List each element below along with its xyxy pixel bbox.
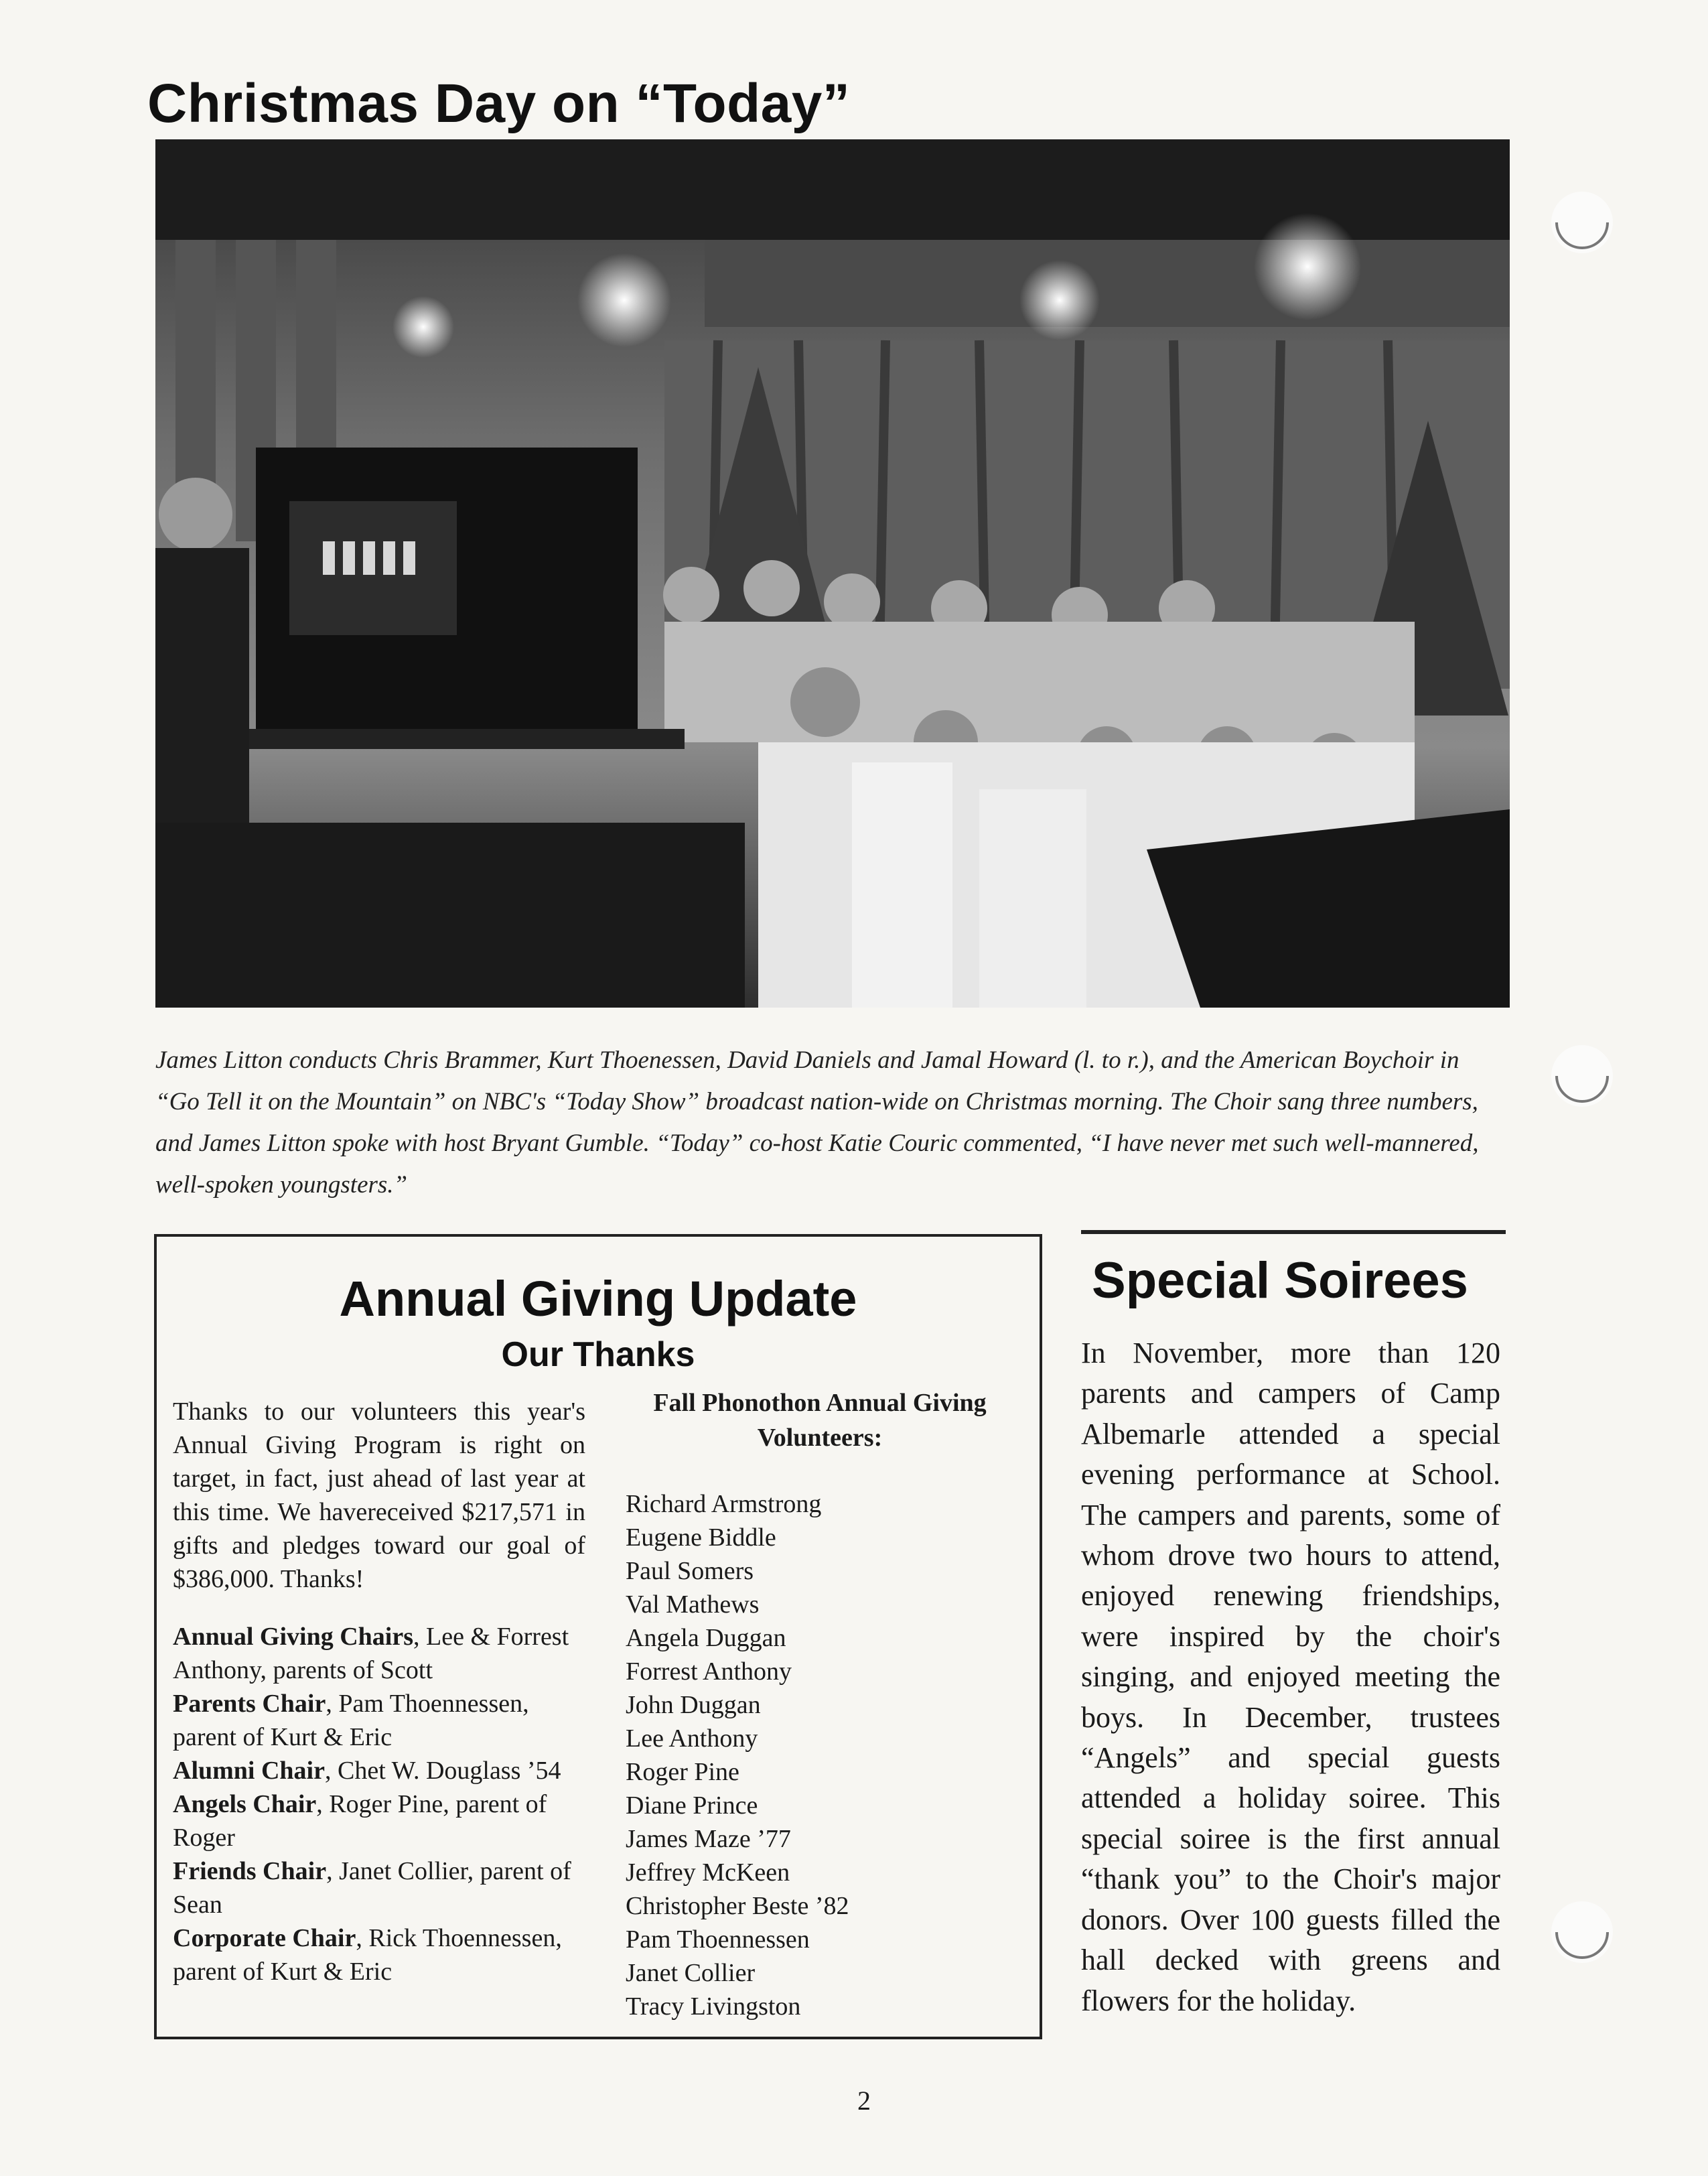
chair-entry <box>173 1921 585 1988</box>
volunteer-name: Jeffrey McKeen <box>626 1858 790 1887</box>
giving-subtitle: Our Thanks <box>501 1335 695 1374</box>
chair-names: , Rick Thoennessen, parent of Kurt & Eric <box>173 1924 562 1986</box>
chair-names: , Lee & Forrest Anthony, parents of Scott <box>173 1623 569 1684</box>
volunteer-name: Janet Collier <box>626 1959 756 1987</box>
article-headline: Christmas Day on “Today” <box>147 73 851 134</box>
chair-role: Alumni Chair <box>173 1757 325 1785</box>
giving-intro: Thanks to our volunteers this year's Annual Giving Program is right on target, in fact, just ahead of last year at this time. We havereceived $217,571 in gifts and pledges toward our goal of $386,000. Thanks! <box>173 1398 585 1593</box>
volunteer-name: Christopher Beste ’82 <box>626 1892 849 1920</box>
chair-entry <box>173 1687 585 1754</box>
punch-hole-icon <box>1551 1045 1613 1107</box>
chair-names: , Roger Pine, parent of Roger <box>173 1790 547 1852</box>
volunteer-name: James Maze ’77 <box>626 1825 791 1853</box>
chair-role: Annual Giving Chairs <box>173 1623 413 1651</box>
volunteer-name: Eugene Biddle <box>626 1523 776 1552</box>
chair-role: Parents Chair <box>173 1690 326 1718</box>
soirees-title: Special Soirees <box>1092 1252 1468 1309</box>
annual-giving-box <box>154 1234 1042 2039</box>
volunteer-name: John Duggan <box>626 1691 761 1719</box>
choir-on-tv-set-photo-icon <box>155 139 1510 1008</box>
chair-entry <box>173 1754 585 1787</box>
punch-hole-icon <box>1551 1901 1613 1963</box>
choir-photo <box>155 139 1510 1008</box>
volunteer-name: Roger Pine <box>626 1758 739 1786</box>
chair-names: , Janet Collier, parent of Sean <box>173 1857 571 1919</box>
chair-names: , Chet W. Douglass ’54 <box>324 1757 561 1785</box>
photo-caption: James Litton conducts Chris Brammer, Kurt Thoenessen, David Daniels and Jamal Howard (l. to r.), and the American Boychoir in “Go Tell it on the Mountain” on NBC's “Today Show” broadcast nation-wide on Christmas morning. The Choir sang three numbers, and James Litton spoke with host Bryant Gumble. “Today” co-host Katie Couric commented, “I have never met such well-mannered, well-spoken youngsters.” <box>155 1046 1479 1199</box>
chair-entry <box>173 1854 585 1921</box>
chair-entry <box>173 1620 585 1687</box>
volunteer-name: Richard Armstrong <box>626 1490 822 1518</box>
section-divider <box>1081 1230 1506 1234</box>
volunteer-name: Pam Thoennessen <box>626 1925 810 1954</box>
chair-role: Angels Chair <box>173 1790 317 1818</box>
volunteer-name: Tracy Livingston <box>626 1992 801 2021</box>
chair-names: , Pam Thoennessen, parent of Kurt & Eric <box>173 1690 529 1751</box>
chair-entry <box>173 1787 585 1854</box>
soirees-body: In November, more than 120 parents and campers of Camp Albemarle attended a special evening performance at School. The campers and parents, some of whom drove two hours to attend, enjoyed renewing friendships, were inspired by the choir's singing, and enjoyed meeting the boys. In December, trustees “Angels” and special guests attended a holiday soiree. This special soiree is the first annual “thank you” to the Choir's major donors. Over 100 guests filled the hall decked with greens and flowers for the holiday. <box>1081 1337 1500 2017</box>
punch-hole-icon <box>1551 192 1613 253</box>
volunteers-list <box>619 1487 1021 2023</box>
page-number: 2 <box>857 2086 871 2116</box>
giving-right-column <box>619 1385 1021 2023</box>
volunteer-name: Lee Anthony <box>626 1724 758 1753</box>
giving-title: Annual Giving Update <box>339 1271 857 1327</box>
giving-left-column <box>173 1395 585 1988</box>
chair-role: Friends Chair <box>173 1857 327 1885</box>
volunteer-name: Forrest Anthony <box>626 1657 792 1686</box>
volunteer-name: Paul Somers <box>626 1557 754 1585</box>
chair-role: Corporate Chair <box>173 1924 356 1952</box>
volunteer-name: Diane Prince <box>626 1791 758 1820</box>
volunteers-heading: Fall Phonothon Annual Giving Volunteers: <box>653 1389 987 1452</box>
volunteer-name: Val Mathews <box>626 1590 760 1619</box>
volunteer-name: Angela Duggan <box>626 1624 786 1652</box>
